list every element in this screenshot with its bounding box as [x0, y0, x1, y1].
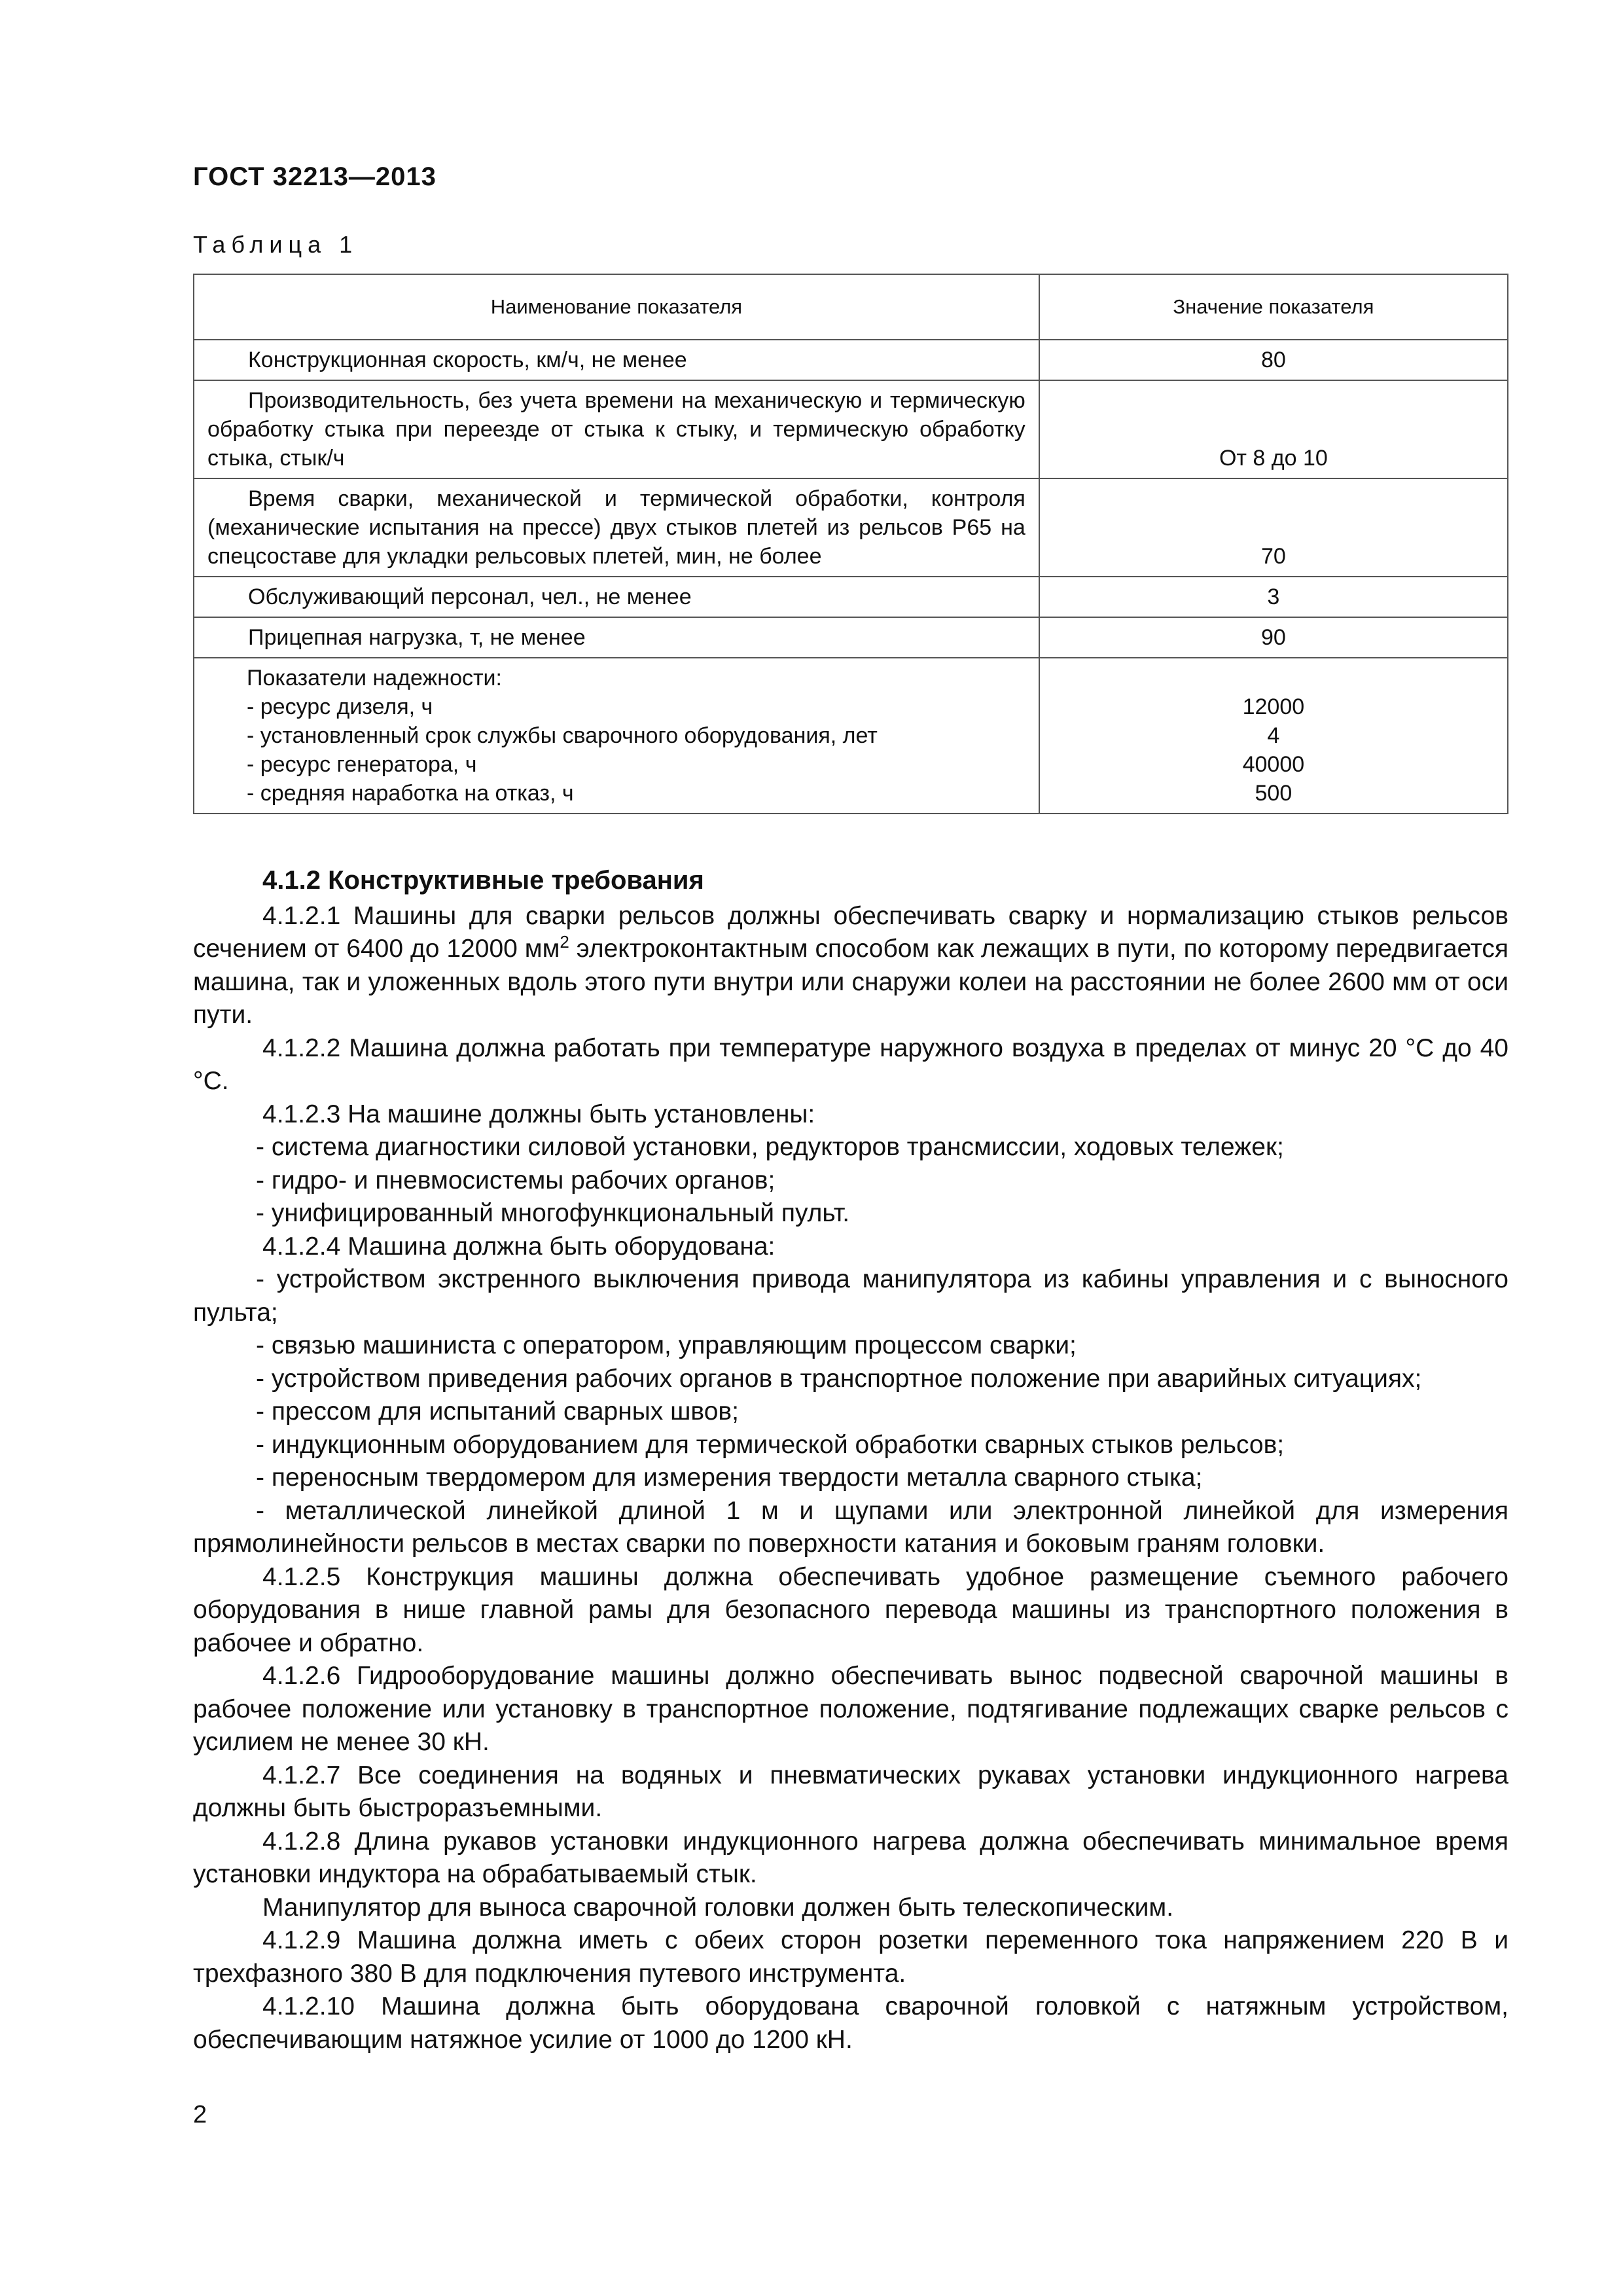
list-item: - унифицированный многофункциональный пульт.	[256, 1199, 850, 1227]
table-row	[194, 340, 1508, 380]
table-header-row	[194, 274, 1508, 340]
reliability-item-name: - средняя наработка на отказ, ч	[247, 781, 574, 806]
table-caption: Таблица 1	[193, 231, 359, 258]
paragraph: 4.1.2.8 Длина рукавов установки индукционного нагрева должна обеспечивать минимальное время установки индуктора на обрабатываемый стык.	[193, 1827, 1508, 1888]
row-name: Обслуживающий персонал, чел., не менее	[194, 577, 1039, 617]
reliability-item-name: - ресурс дизеля, ч	[247, 694, 433, 719]
paragraph: 4.1.2.3 На машине должны быть установлены:	[262, 1100, 815, 1128]
table-row-reliability	[194, 658, 1508, 814]
row-value: 90	[1039, 617, 1508, 658]
table-row	[194, 478, 1508, 577]
list-item: - система диагностики силовой установки, редукторов трансмиссии, ходовых тележек;	[256, 1133, 1284, 1161]
list-item: - переносным твердомером для измерения твердости металла сварного стыка;	[256, 1463, 1203, 1492]
standard-id: ГОСТ 32213—2013	[193, 162, 437, 191]
list-item: - устройством экстренного выключения привода манипулятора из кабины управления и с выносного пульта;	[193, 1265, 1508, 1327]
reliability-item-value: 500	[1255, 781, 1293, 806]
reliability-names	[194, 658, 1039, 814]
row-name: Производительность, без учета времени на механическую и термическую обработку стыка при переезде от стыка к стыку, и термическую обработку стыка, стык/ч	[194, 380, 1039, 478]
column-header-name: Наименование показателя	[194, 274, 1039, 340]
reliability-values	[1039, 658, 1508, 814]
reliability-item-value: 12000	[1242, 694, 1305, 719]
row-value: От 8 до 10	[1039, 380, 1508, 478]
list-item: - связью машиниста с оператором, управляющим процессом сварки;	[256, 1331, 1077, 1359]
list-item: - прессом для испытаний сварных швов;	[256, 1397, 739, 1426]
row-name: Конструкционная скорость, км/ч, не менее	[194, 340, 1039, 380]
row-value: 80	[1039, 340, 1508, 380]
reliability-item-value: 4	[1267, 723, 1280, 748]
row-value: 70	[1039, 478, 1508, 577]
superscript: 2	[560, 932, 569, 952]
reliability-item-name: - установленный срок службы сварочного оборудования, лет	[247, 723, 878, 748]
row-name: Прицепная нагрузка, т, не менее	[194, 617, 1039, 658]
section-body	[193, 864, 1508, 2056]
list-item: - индукционным оборудованием для термической обработки сварных стыков рельсов;	[256, 1430, 1285, 1459]
paragraph: Манипулятор для выноса сварочной головки должен быть телескопическим.	[262, 1893, 1174, 1922]
paragraph: 4.1.2.4 Машина должна быть оборудована:	[262, 1232, 776, 1261]
list-item: - устройством приведения рабочих органов в транспортное положение при аварийных ситуациях;	[256, 1364, 1422, 1393]
reliability-item-value: 40000	[1242, 752, 1305, 777]
row-name: Время сварки, механической и термической обработки, контроля (механические испытания на прессе) двух стыков плетей из рельсов Р65 на спецсоставе для укладки рельсовых плетей, мин, не более	[194, 478, 1039, 577]
table-row	[194, 380, 1508, 478]
column-header-value: Значение показателя	[1039, 274, 1508, 340]
table-row	[194, 577, 1508, 617]
list-item: - металлической линейкой длиной 1 м и щупами или электронной линейкой для измерения прямолинейности рельсов в местах сварки по поверхности катания и боковым граням головки.	[193, 1496, 1508, 1558]
paragraph: 4.1.2.9 Машина должна иметь с обеих сторон розетки переменного тока напряжением 220 В и трехфазного 380 В для подключения путевого инструмента.	[193, 1926, 1508, 1988]
section-heading: 4.1.2 Конструктивные требования	[262, 866, 704, 895]
list-item: - гидро- и пневмосистемы рабочих органов;	[256, 1166, 776, 1194]
paragraph-text: электроконтактным способом как лежащих в пути, по которому передвигается машина, так и уложенных вдоль этого пути внутри или снаружи колеи на расстоянии не более 2600 мм от оси пути.	[193, 935, 1508, 1029]
paragraph-text: 4.1.2.1 Машины для сварки рельсов должны обеспечивать сварку и нормализацию стыков рельсов сечением от 6400 до 12000 мм	[193, 901, 1508, 963]
paragraph: 4.1.2.7 Все соединения на водяных и пневматических рукавах установки индукционного нагрева должны быть быстроразъемными.	[193, 1761, 1508, 1822]
paragraph: 4.1.2.6 Гидрооборудование машины должно обеспечивать вынос подвесной сварочной машины в рабочее положение или установку в транспортное положение, подтягивание подлежащих сварке рельсов с усилием не менее 30 кН.	[193, 1662, 1508, 1756]
reliability-title: Показатели надежности:	[247, 666, 502, 691]
spec-table	[193, 274, 1508, 814]
paragraph: 4.1.2.2 Машина должна работать при температуре наружного воздуха в пределах от минус 20 °С до 40 °С.	[193, 1033, 1508, 1095]
table-row	[194, 617, 1508, 658]
row-value: 3	[1039, 577, 1508, 617]
paragraph: 4.1.2.10 Машина должна быть оборудована сварочной головкой с натяжным устройством, обеспечивающим натяжное усилие от 1000 до 1200 кН.	[193, 1992, 1508, 2054]
paragraph	[193, 900, 1508, 1032]
page-number: 2	[193, 2101, 207, 2128]
reliability-item-name: - ресурс генератора, ч	[247, 752, 477, 777]
paragraph: 4.1.2.5 Конструкция машины должна обеспечивать удобное размещение съемного рабочего оборудования в нише главной рамы для безопасного перевода машины из транспортного положения в рабочее и обратно.	[193, 1562, 1508, 1657]
